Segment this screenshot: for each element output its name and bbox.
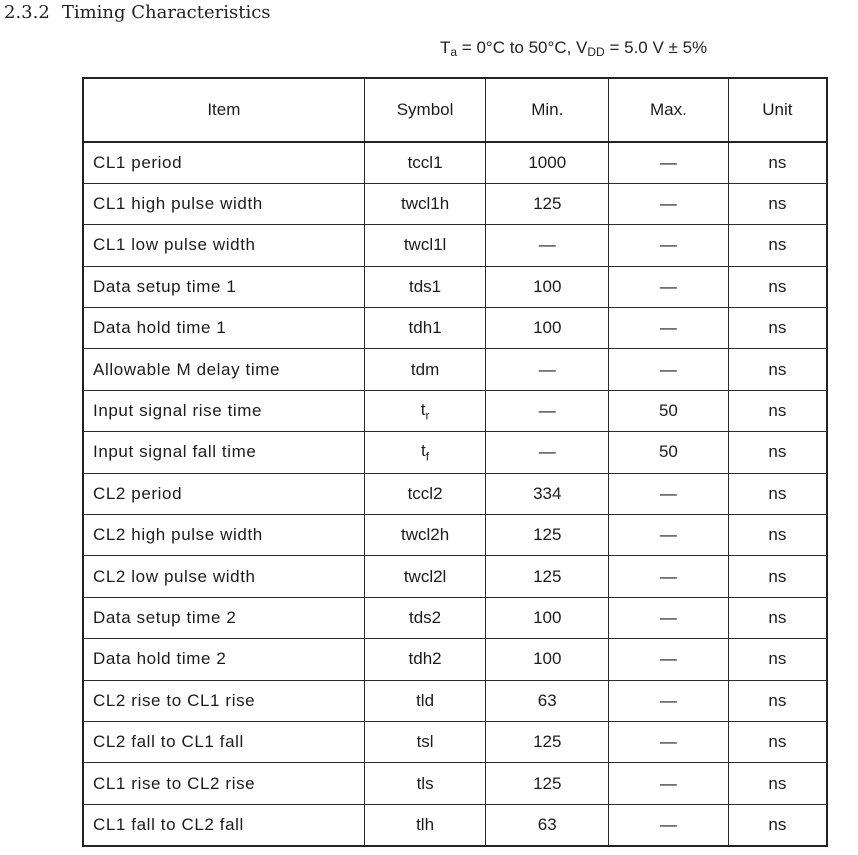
symbol-text: tccl1 (407, 152, 443, 172)
symbol-text: tld (416, 690, 435, 710)
table-row (83, 349, 827, 390)
cell-max: — (609, 142, 729, 183)
cell-max: — (609, 515, 729, 556)
operating-conditions (440, 38, 707, 59)
cell-symbol (364, 142, 486, 183)
table-row (83, 183, 827, 224)
vdd-subscript: DD (587, 45, 605, 59)
symbol-text: tsl (416, 732, 434, 752)
cell-symbol (364, 266, 486, 307)
cell-unit: ns (728, 183, 827, 224)
cell-item: CL2 fall to CL1 fall (83, 721, 364, 762)
cell-symbol (364, 804, 486, 845)
cell-item: CL1 rise to CL2 rise (83, 763, 364, 804)
column-header-max: Max. (609, 78, 729, 142)
symbol-text: tdh2 (408, 649, 442, 669)
table-row (83, 308, 827, 349)
cell-max: — (609, 473, 729, 514)
cell-unit: ns (728, 680, 827, 721)
cell-item: CL1 high pulse width (83, 183, 364, 224)
table-row (83, 556, 827, 597)
symbol-text: tds2 (409, 607, 442, 627)
symbol-subscript: r (425, 408, 430, 423)
cell-item: Data setup time 2 (83, 597, 364, 638)
cell-max: — (609, 308, 729, 349)
cell-item: Data setup time 1 (83, 266, 364, 307)
section-number: 2.3.2 (4, 2, 50, 23)
cell-item: CL2 rise to CL1 rise (83, 680, 364, 721)
cell-max: — (609, 763, 729, 804)
column-header-item: Item (83, 78, 364, 142)
table-row (83, 763, 827, 804)
cell-max: — (609, 183, 729, 224)
cell-max: — (609, 556, 729, 597)
ta-range: = 0°C to 50°C, (457, 38, 577, 57)
ta-symbol: T (440, 38, 451, 57)
cell-symbol (364, 597, 486, 638)
cell-unit: ns (728, 349, 827, 390)
cell-min: — (486, 390, 609, 431)
cell-symbol (364, 639, 486, 680)
cell-max: 50 (609, 432, 729, 473)
cell-min: 100 (486, 308, 609, 349)
cell-symbol (364, 349, 486, 390)
cell-item: CL1 fall to CL2 fall (83, 804, 364, 845)
cell-unit: ns (728, 763, 827, 804)
cell-unit: ns (728, 142, 827, 183)
cell-item: Data hold time 2 (83, 639, 364, 680)
cell-unit: ns (728, 804, 827, 845)
cell-unit: ns (728, 308, 827, 349)
cell-min: 100 (486, 266, 609, 307)
cell-item: Input signal rise time (83, 390, 364, 431)
cell-symbol (364, 680, 486, 721)
table-row (83, 225, 827, 266)
vdd-symbol: V (576, 38, 588, 57)
symbol-subscript: f (425, 449, 430, 464)
cell-max: — (609, 804, 729, 845)
cell-max: — (609, 266, 729, 307)
cell-min: — (486, 349, 609, 390)
column-header-min: Min. (486, 78, 609, 142)
cell-min: 334 (486, 473, 609, 514)
cell-unit: ns (728, 225, 827, 266)
cell-symbol (364, 308, 486, 349)
cell-item: Data hold time 1 (83, 308, 364, 349)
column-header-symbol: Symbol (364, 78, 486, 142)
cell-symbol (364, 515, 486, 556)
cell-symbol (364, 556, 486, 597)
cell-unit: ns (728, 515, 827, 556)
cell-max: — (609, 225, 729, 266)
cell-min: — (486, 225, 609, 266)
cell-max: 50 (609, 390, 729, 431)
table-row (83, 142, 827, 183)
symbol-text: tls (416, 773, 434, 793)
cell-min: 125 (486, 763, 609, 804)
cell-min: 100 (486, 639, 609, 680)
table-row (83, 721, 827, 762)
cell-min: 125 (486, 556, 609, 597)
cell-item: CL2 period (83, 473, 364, 514)
cell-min: 63 (486, 680, 609, 721)
cell-unit: ns (728, 390, 827, 431)
table-row (83, 432, 827, 473)
section-title: Timing Characteristics (61, 2, 271, 23)
column-header-unit: Unit (728, 78, 827, 142)
vdd-value: = 5.0 V ± 5% (604, 38, 708, 57)
table-row (83, 680, 827, 721)
cell-symbol (364, 225, 486, 266)
cell-max: — (609, 597, 729, 638)
symbol-text: tlh (416, 814, 435, 834)
symbol-text: tds1 (409, 276, 442, 296)
symbol-text: tccl2 (407, 483, 443, 503)
symbol-text: tdh1 (408, 318, 442, 338)
cell-min: 1000 (486, 142, 609, 183)
section-heading (4, 2, 271, 23)
symbol-text: t (421, 441, 426, 461)
cell-symbol (364, 721, 486, 762)
cell-min: 125 (486, 183, 609, 224)
table-row (83, 390, 827, 431)
table-row (83, 597, 827, 638)
cell-symbol (364, 473, 486, 514)
ta-subscript: a (450, 45, 458, 59)
cell-symbol (364, 763, 486, 804)
cell-item: CL2 high pulse width (83, 515, 364, 556)
cell-unit: ns (728, 556, 827, 597)
cell-max: — (609, 721, 729, 762)
table-row (83, 804, 827, 845)
symbol-text: twcl1l (403, 235, 447, 255)
cell-unit: ns (728, 266, 827, 307)
table-row (83, 639, 827, 680)
table-row (83, 515, 827, 556)
cell-max: — (609, 639, 729, 680)
cell-min: 63 (486, 804, 609, 845)
cell-min: — (486, 432, 609, 473)
cell-symbol (364, 432, 486, 473)
cell-unit: ns (728, 639, 827, 680)
cell-max: — (609, 349, 729, 390)
timing-table (82, 77, 828, 847)
cell-min: 125 (486, 721, 609, 762)
symbol-text: twcl2h (400, 525, 450, 545)
cell-item: Allowable M delay time (83, 349, 364, 390)
cell-max: — (609, 680, 729, 721)
symbol-text: twcl1h (400, 194, 450, 214)
table-header-row (83, 78, 827, 142)
cell-min: 125 (486, 515, 609, 556)
cell-unit: ns (728, 721, 827, 762)
table-row (83, 473, 827, 514)
symbol-text: twcl2l (403, 566, 447, 586)
cell-symbol (364, 390, 486, 431)
cell-item: Input signal fall time (83, 432, 364, 473)
cell-symbol (364, 183, 486, 224)
cell-item: CL1 period (83, 142, 364, 183)
symbol-text: tdm (410, 359, 440, 379)
symbol-text: t (420, 399, 426, 419)
cell-unit: ns (728, 597, 827, 638)
cell-item: CL2 low pulse width (83, 556, 364, 597)
cell-item: CL1 low pulse width (83, 225, 364, 266)
cell-unit: ns (728, 473, 827, 514)
table-row (83, 266, 827, 307)
cell-unit: ns (728, 432, 827, 473)
cell-min: 100 (486, 597, 609, 638)
